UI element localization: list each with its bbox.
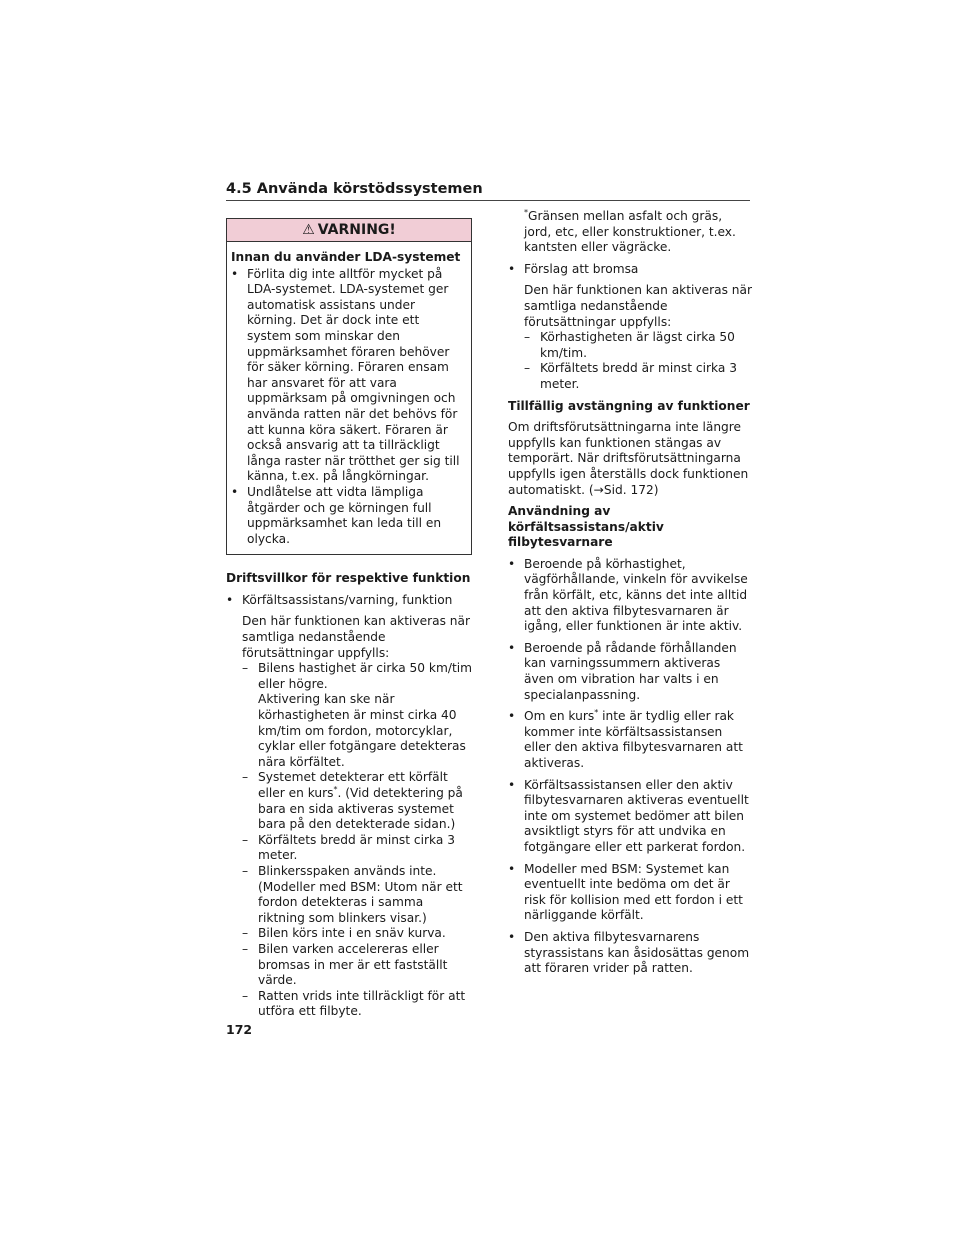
section-title-usage: Användning av körfältsassistans/aktiv filbytesvarnare [508,504,664,550]
bullet-icon: • [508,556,516,571]
bullet-icon: • [231,266,239,281]
footnote-marker: * [524,208,528,217]
warning-box [226,218,472,555]
warning-bullet: • Förlita dig inte alltför mycket på LDA-systemet. LDA-systemet ger automatisk assistans under körning. Det är dock inte ett system som minskar den uppmärksamhet föraren behöver för säker körning. Föraren ensam har ansvaret för att vara uppmärksam på omgivningen och använda ratten när det behövs för att kunna köra säkert. Föraren är också ansvarig att ta tillräckligt långa raster när trötthet ger sig till känna, t.ex. på långkörningar. [231,266,460,484]
condition-item: – Körhastigheten är lägst cirka 50 km/tim. [524,330,735,360]
condition-item: – Systemet detekterar ett körfält eller en kurs*. (Vid detektering på bara en sida aktiveras systemet bara på den detekterade sidan.) [242,770,463,832]
warning-bullet: • Undlåtelse att vidta lämpliga åtgärder och ge körningen full uppmärksamhet kan leda till en olycka. [231,484,442,546]
condition-item: – Körfältets bredd är minst cirka 3 meter. [524,361,737,391]
paragraph: Om driftsförutsättningarna inte längre uppfylls kan funktionen stängas av temporärt. När driftsförutsättningarna uppfylls igen återställs dock funktionen automatiskt. (→Sid. 172) [508,420,749,497]
bullet-icon: • [226,592,234,607]
condition-item: – Bilen körs inte i en snäv kurva. [242,926,446,941]
list-item: • Om en kurs* inte är tydlig eller rak kommer inte körfältsassistansen eller den aktiva filbytesvarnaren att aktiveras. [508,708,743,770]
chapter-title: 4.5 Använda körstödssystemen [226,181,483,197]
bullet-icon: • [508,929,516,944]
section-title-operating-conditions: Driftsvillkor för respektive funktion [226,571,471,586]
list-item: • Körfältsassistans/varning, funktion [226,592,453,607]
warning-heading: Innan du använder LDA-systemet [231,250,461,264]
bullet-icon: • [231,484,239,499]
warning-triangle-icon: ⚠ [302,222,315,238]
list-item: • Beroende på körhastighet, vägförhållande, vinkeln för avvikelse från körfält, etc, känns det inte alltid att den aktiva filbytesvarnaren är igång, eller funktionen är inte aktiv. [508,556,748,634]
footnote: *Gränsen mellan asfalt och gräs, jord, etc, eller konstruktioner, t.ex. kantsten eller vägräcke. [524,208,736,255]
bullet-icon: • [508,640,516,655]
warning-body [227,242,471,554]
condition-item: – Ratten vrids inte tillräckligt för att utföra ett filbyte. [242,988,466,1019]
bullet-icon: • [508,861,516,876]
warning-label: VARNING! [317,222,396,238]
list-item: • Körfältsassistansen eller den aktiv filbytesvarnaren aktiveras eventuellt inte om systemet bedömer att bilen avsiktligt styrs för att undvika en fotgängare eller ett parkerat fordon. [508,777,749,854]
bullet-icon: • [508,261,516,276]
list-item: • Förslag att bromsa [508,261,639,276]
bullet-icon: • [508,777,516,792]
warning-header [227,219,471,242]
footnote-marker: * [333,784,338,794]
bullet-icon: • [508,709,516,724]
condition-item: – Körfältets bredd är minst cirka 3 meter. [242,832,455,863]
section-title-temporary-shutdown: Tillfällig avstängning av funktioner [508,398,750,413]
condition-item: – Blinkersspaken används inte. (Modeller med BSM: Utom när ett fordon detekteras i samma riktning som blinkers visar.) [242,863,463,925]
paragraph: Den här funktionen kan aktiveras när samtliga nedanstående förutsättningar uppfylls: [524,283,753,329]
condition-item: – Bilens hastighet är cirka 50 km/tim eller högre. Aktivering kan ske när körhastigheten är minst cirka 40 km/tim om fordon, motorcyklar, cyklar eller fotgängare detekteras nära körfältet. [242,661,472,769]
condition-item: – Bilen varken accelereras eller bromsas in mer är ett fastställt värde. [242,941,448,988]
chapter-header [226,178,750,201]
page-number: 172 [226,1022,253,1037]
list-item: • Den aktiva filbytesvarnarens styrassistans kan åsidosättas genom att föraren vrider på ratten. [508,929,750,976]
footnote-marker: * [594,708,599,718]
list-item: • Beroende på rådande förhållanden kan varningssummern aktiveras även om vibration har valts i en specialanpassning. [508,640,737,702]
paragraph: Den här funktionen kan aktiveras när samtliga nedanstående förutsättningar uppfylls: [242,614,471,660]
list-item: • Modeller med BSM: Systemet kan eventuellt inte bedöma om det är risk för kollision med ett fordon i ett närliggande körfält. [508,861,743,923]
right-column [508,209,752,977]
left-column [226,218,472,1020]
